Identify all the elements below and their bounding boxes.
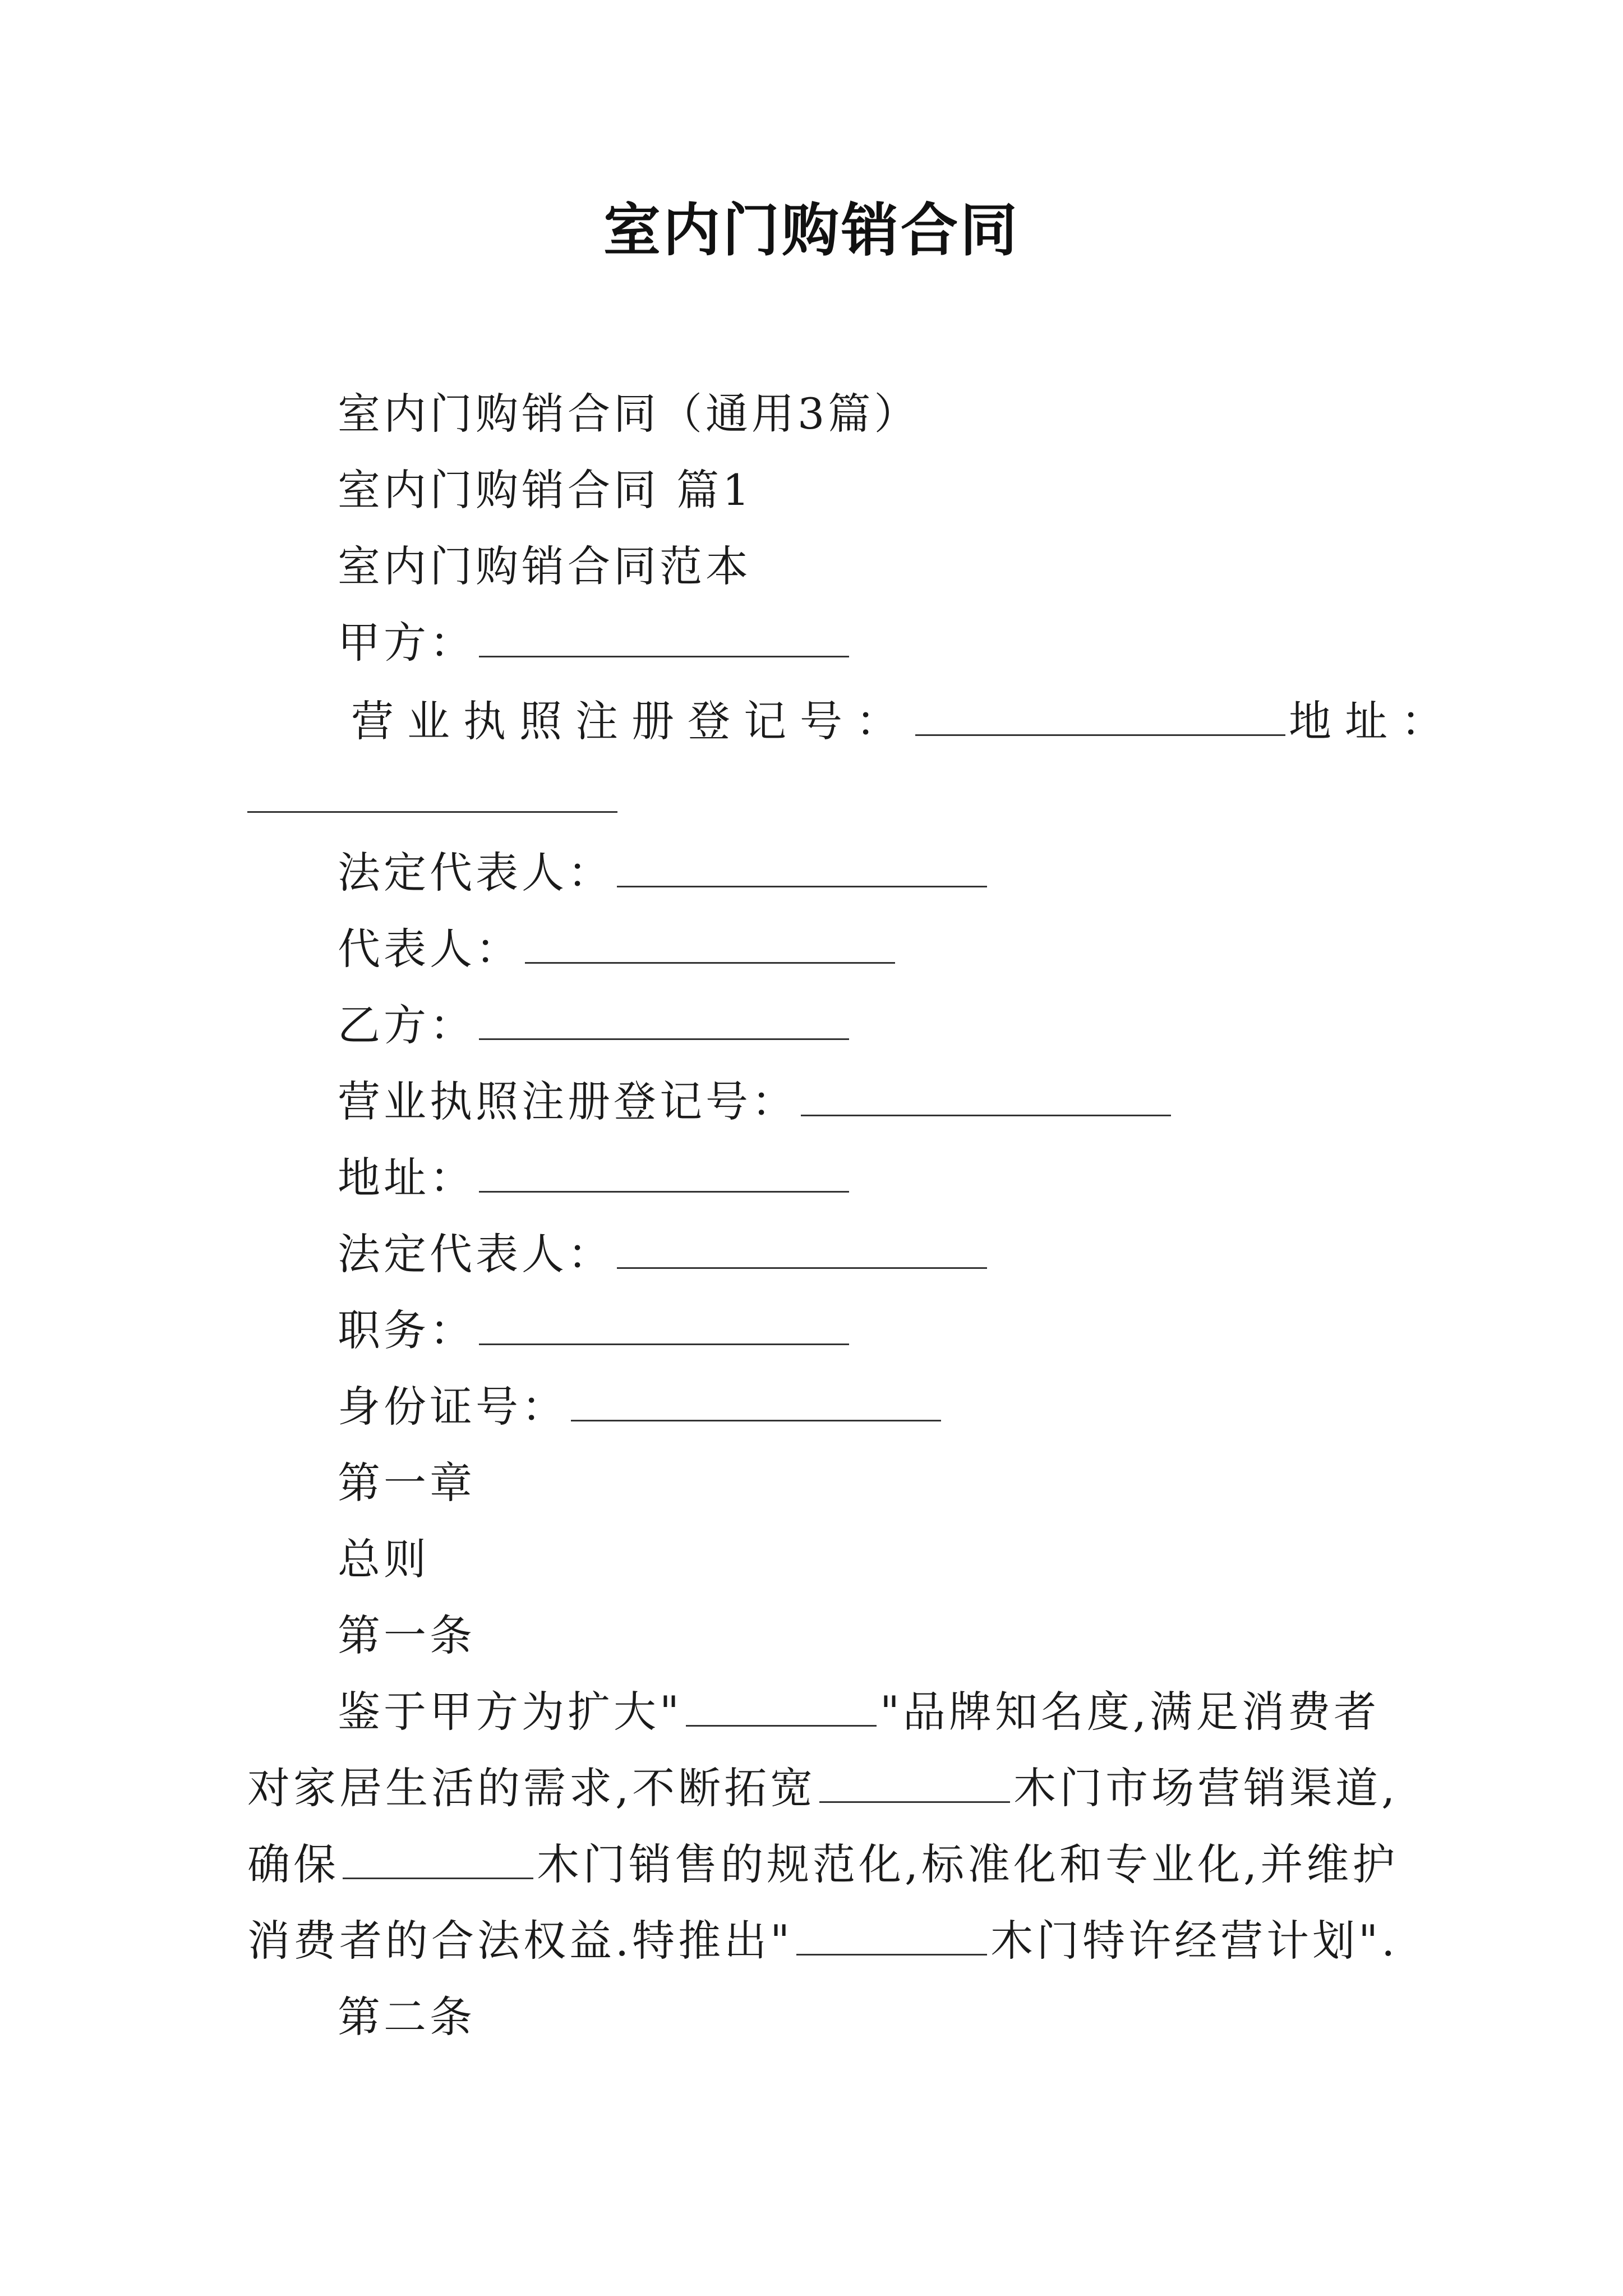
reg-no-b-blank: [801, 1092, 1171, 1116]
p1-text-a: 鉴于甲方为扩大": [338, 1687, 683, 1737]
address-b-label: 地址：: [338, 1153, 476, 1203]
position-label: 职务：: [338, 1305, 476, 1355]
representative-label: 代表人：: [338, 924, 522, 974]
party-a-blank: [479, 633, 849, 657]
party-a-label: 甲方：: [338, 618, 476, 668]
plan-blank: [796, 1931, 987, 1955]
party-b-label: 乙方：: [338, 1000, 476, 1050]
legal-rep-b-blank: [617, 1245, 987, 1269]
party-b-line: [338, 1000, 852, 1050]
legal-rep-a-line: [338, 848, 990, 898]
p1-text-b: "品牌知名度,满足消费者: [879, 1687, 1380, 1737]
position-blank: [479, 1321, 849, 1345]
id-no-line: [338, 1382, 944, 1432]
address-a-blank-line: [247, 777, 621, 820]
id-no-blank: [571, 1397, 941, 1421]
legal-rep-b-line: [338, 1229, 990, 1279]
representative-blank: [525, 940, 895, 964]
reg-no-a-blank: [915, 712, 1285, 736]
p3-text-b: 木门销售的规范化,标准化和专业化,并维护: [537, 1839, 1399, 1889]
address-b-line: [338, 1153, 852, 1203]
id-no-label: 身份证号：: [338, 1382, 568, 1432]
representative-line: [338, 924, 898, 974]
address-a-blank: [247, 789, 617, 813]
template-heading: 室内门购销合同范本: [338, 541, 751, 591]
chapter1-heading: 第一章: [338, 1458, 476, 1508]
reg-no-a-line: [351, 696, 1457, 746]
reg-no-a-label: 营业执照注册登记号：: [351, 696, 912, 746]
document-title: 室内门购销合同: [603, 197, 1020, 264]
legal-rep-b-label: 法定代表人：: [338, 1229, 614, 1279]
paragraph-line-4: [247, 1916, 1399, 1966]
reg-no-b-label: 营业执照注册登记号：: [338, 1076, 797, 1126]
legal-rep-a-label: 法定代表人：: [338, 848, 614, 898]
part1-heading: 室内门购销合同 篇1: [338, 465, 753, 515]
article1-heading: 第一条: [338, 1611, 476, 1660]
market-blank: [819, 1779, 1010, 1803]
p3-text-a: 确保: [247, 1839, 339, 1889]
p4-text-a: 消费者的合法权益.特推出": [247, 1916, 794, 1966]
article2-heading: 第二条: [338, 1992, 476, 2042]
p4-text-b: 木门特许经营计划".: [990, 1916, 1399, 1966]
paragraph-line-2: [247, 1763, 1399, 1813]
paragraph-line-1: [338, 1687, 1380, 1737]
p2-text-a: 对家居生活的需求,不断拓宽: [247, 1763, 817, 1813]
reg-no-b-line: [338, 1076, 1174, 1126]
address-b-blank: [479, 1168, 849, 1193]
sales-blank: [343, 1855, 533, 1879]
party-a-line: [338, 618, 852, 668]
address-a-label: 地址：: [1289, 696, 1457, 746]
general-heading: 总则: [338, 1534, 430, 1584]
legal-rep-a-blank: [617, 863, 987, 887]
p2-text-b: 木门市场营销渠道,: [1013, 1763, 1399, 1813]
brand-name-blank: [686, 1703, 877, 1727]
party-b-blank: [479, 1016, 849, 1040]
paragraph-line-3: [247, 1839, 1399, 1889]
subtitle-line: 室内门购销合同（通用3篇）: [338, 389, 920, 439]
position-line: [338, 1305, 852, 1355]
